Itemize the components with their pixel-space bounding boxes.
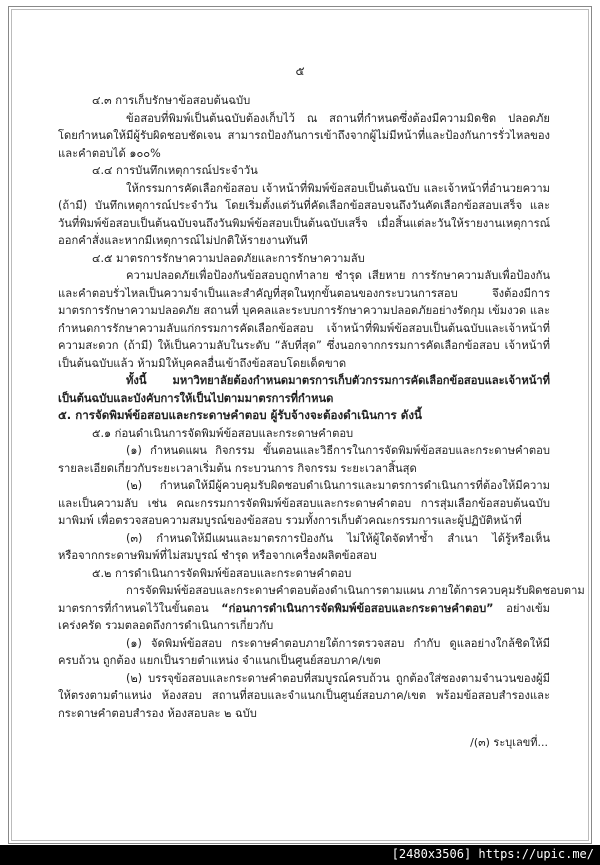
paragraph	[58, 180, 550, 250]
paragraph	[58, 407, 550, 425]
paragraph	[58, 600, 550, 618]
text-line: (ถ้ามี) บันทึกเหตุการณ์ประจำวัน โดยเริ่มตั้งแต่วันที่คัดเลือกข้อสอบจนถึงวันคัดเลือกข้อสอบเสร็จ และ	[58, 199, 550, 212]
section-heading: ๔.๓ การเก็บรักษาข้อสอบต้นฉบับ	[92, 94, 251, 107]
text-line: เป็นต้นฉบับและบังคับการให้เป็นไปตามมาตรการที่กำหนด	[58, 391, 334, 405]
image-host-label: [2480x3506] https://upic.me/	[391, 847, 594, 861]
paragraph	[58, 92, 550, 110]
text-line	[58, 600, 550, 618]
paragraph	[58, 635, 550, 670]
text-line: และคำตอบรั่วไหลเป็นความจำเป็นและสำคัญที่สุดในทุกขั้นตอนของกระบวนการสอบ จึงต้องมีการ	[58, 286, 550, 300]
text-line: ให้ตรงตามตำแหน่ง ห้องสอบ สถานที่สอบและจำแนกเป็นศูนย์สอบภาค/เขต พร้อมข้อสอบสำรองและ	[58, 689, 550, 702]
text-line: ข้อสอบที่พิมพ์เป็นต้นฉบับต้องเก็บไว้ ณ สถานที่กำหนดซึ่งต้องมีความมิดชิด ปลอดภัย	[126, 111, 550, 125]
text-line: (๒) กำหนดให้มีผู้ควบคุมรับผิดชอบดำเนินการและมาตรการดำเนินการที่ต้องให้มีความ	[126, 479, 550, 492]
section-heading: ๔.๔ การบันทึกเหตุการณ์ประจำวัน	[92, 164, 258, 177]
page-number: ๕	[295, 64, 305, 78]
paragraph	[58, 250, 550, 268]
paragraph	[58, 565, 550, 583]
text-line: รายละเอียดเกี่ยวกับระยะเวลาเริ่มต้น กระบวนการ กิจกรรม ระยะเวลาสิ้นสุด	[58, 461, 417, 475]
paragraph	[58, 442, 550, 477]
section-title: ๕. การจัดพิมพ์ข้อสอบและกระดาษคำตอบ ผู้รับจ้างจะต้องดำเนินการ ดังนี้	[58, 408, 422, 422]
paragraph	[58, 162, 550, 180]
text-line: และเป็นความลับ เช่น คณะกรรมการจัดพิมพ์ข้อสอบและกระดาษคำตอบ การสุ่มเลือกข้อสอบต้นฉบับ	[58, 496, 550, 510]
text-line: (๑) จัดพิมพ์ข้อสอบ กระดาษคำตอบภายใต้การตรวจสอบ กำกับ ดูแลอย่างใกล้ชิดให้มี	[126, 636, 550, 650]
text-line: และคำตอบได้ ๑๐๐%	[58, 146, 161, 160]
text-line: มาตรการรักษาความปลอดภัย สถานที่ บุคคลและระบบการรักษาความปลอดภัยอย่างรัดกุม เข้มงวด และ	[58, 304, 550, 317]
text-line: ออกคำสั่งและหากมีเหตุการณ์ไม่ปกติให้รายงานทันที	[58, 234, 308, 247]
section-heading: ๔.๕ มาตรการรักษาความปลอดภัยและการรักษาความลับ	[92, 251, 365, 265]
section-heading: ๕.๑ ก่อนดำเนินการจัดพิมพ์ข้อสอบและกระดาษคำตอบ	[92, 426, 354, 440]
text-line: กำหนดการรักษาความลับแก่กรรมการคัดเลือกข้อสอบ เจ้าหน้าที่พิมพ์ข้อสอบเป็นต้นฉบับและเจ้าหน้าที่	[58, 321, 550, 335]
paragraph	[58, 582, 585, 600]
continuation-note: /(๓) ระบุเลขที่...	[470, 736, 548, 749]
paragraph	[58, 425, 550, 443]
text-line: การจัดพิมพ์ข้อสอบและกระดาษคำตอบต้องดำเนินการตามแผน ภายใต้การควบคุมรับผิดชอบตาม	[126, 584, 585, 597]
paragraph	[58, 617, 550, 635]
paragraph	[58, 530, 550, 565]
document-body	[58, 92, 585, 722]
text-line: เป็นต้นฉบับแล้ว ห้ามมิให้บุคคลอื่นเข้าถึงข้อสอบโดยเด็ดขาด	[58, 356, 347, 370]
text-span: มาตรการที่กำหนดไว้ในขั้นตอน	[58, 601, 222, 615]
text-line: (๑) กำหนดแผน กิจกรรม ขั้นตอนและวิธีการในการจัดพิมพ์ข้อสอบและกระดาษคำตอบ	[126, 444, 550, 457]
text-line: ความสะดวก (ถ้ามี) ให้เป็นความลับในระดับ “ลับที่สุด” ซึ่งนอกจากกรรมการคัดเลือกข้อสอบ เจ้าหน้าที่	[58, 339, 550, 352]
text-line: ทั้งนี้ มหาวิทยาลัยต้องกำหนดมาตรการเก็บตัวกรรมการคัดเลือกข้อสอบและเจ้าหน้าที่	[126, 374, 550, 387]
text-line: หรือจากกระดาษพิมพ์ที่ไม่สมบูรณ์ ชำรุด หรือจากเครื่องผลิตข้อสอบ	[58, 549, 377, 562]
text-line: ครบถ้วน ถูกต้อง แยกเป็นรายตำแหน่ง จำแนกเป็นศูนย์สอบภาค/เขต	[58, 654, 381, 667]
text-line: ให้กรรมการคัดเลือกข้อสอบ เจ้าหน้าที่พิมพ์ข้อสอบเป็นต้นฉบับ และเจ้าหน้าที่อำนวยความ	[126, 181, 550, 195]
text-line: (๒) บรรจุข้อสอบและกระดาษคำตอบที่สมบูรณ์ครบถ้วน ถูกต้องใส่ซองตามจำนวนของผู้มี	[126, 671, 550, 685]
paragraph	[58, 670, 550, 723]
text-line: โดยกำหนดให้มีผู้รับผิดชอบชัดเจน สามารถป้องกันการเข้าถึงจากผู้ไม่มีหน้าที่และป้องกันการรั่วไหลของ	[58, 129, 550, 142]
paragraph	[58, 110, 550, 163]
text-line: วันที่พิมพ์ข้อสอบเป็นต้นฉบับจนถึงวันพิมพ์ข้อสอบเป็นต้นฉบับเสร็จ เมื่อสิ้นแต่ละวันให้รายงานเหตุการณ์	[58, 216, 550, 230]
section-heading: ๕.๒ การดำเนินการจัดพิมพ์ข้อสอบและกระดาษคำตอบ	[92, 566, 352, 580]
text-line: กระดาษคำตอบสำรอง ห้องสอบละ ๒ ฉบับ	[58, 706, 257, 720]
paragraph	[58, 372, 550, 407]
text-line: ความปลอดภัยเพื่อป้องกันข้อสอบถูกทำลาย ชำรุด เสียหาย การรักษาความลับเพื่อป้องกัน	[126, 269, 550, 282]
paragraph	[58, 477, 550, 530]
paragraph	[58, 267, 550, 372]
text-span: อย่างเข้ม	[506, 601, 550, 615]
text-line: (๓) กำหนดให้มีแผนและมาตรการป้องกัน ไม่ให้ผู้ใดจัดทำซ้ำ สำเนา ได้รู้หรือเห็น	[126, 531, 550, 545]
text-line: เคร่งครัด รวมตลอดถึงการดำเนินการเกี่ยวกับ	[58, 619, 274, 632]
bold-text: “ก่อนการดำเนินการจัดพิมพ์ข้อสอบและกระดาษคำตอบ”	[221, 601, 494, 615]
text-line: มาพิมพ์ เพื่อตรวจสอบความสมบูรณ์ของข้อสอบ รวมทั้งการเก็บตัวคณะกรรมการและผู้ปฏิบัติหน้าที่	[58, 514, 522, 527]
image-host-bar	[0, 845, 600, 865]
